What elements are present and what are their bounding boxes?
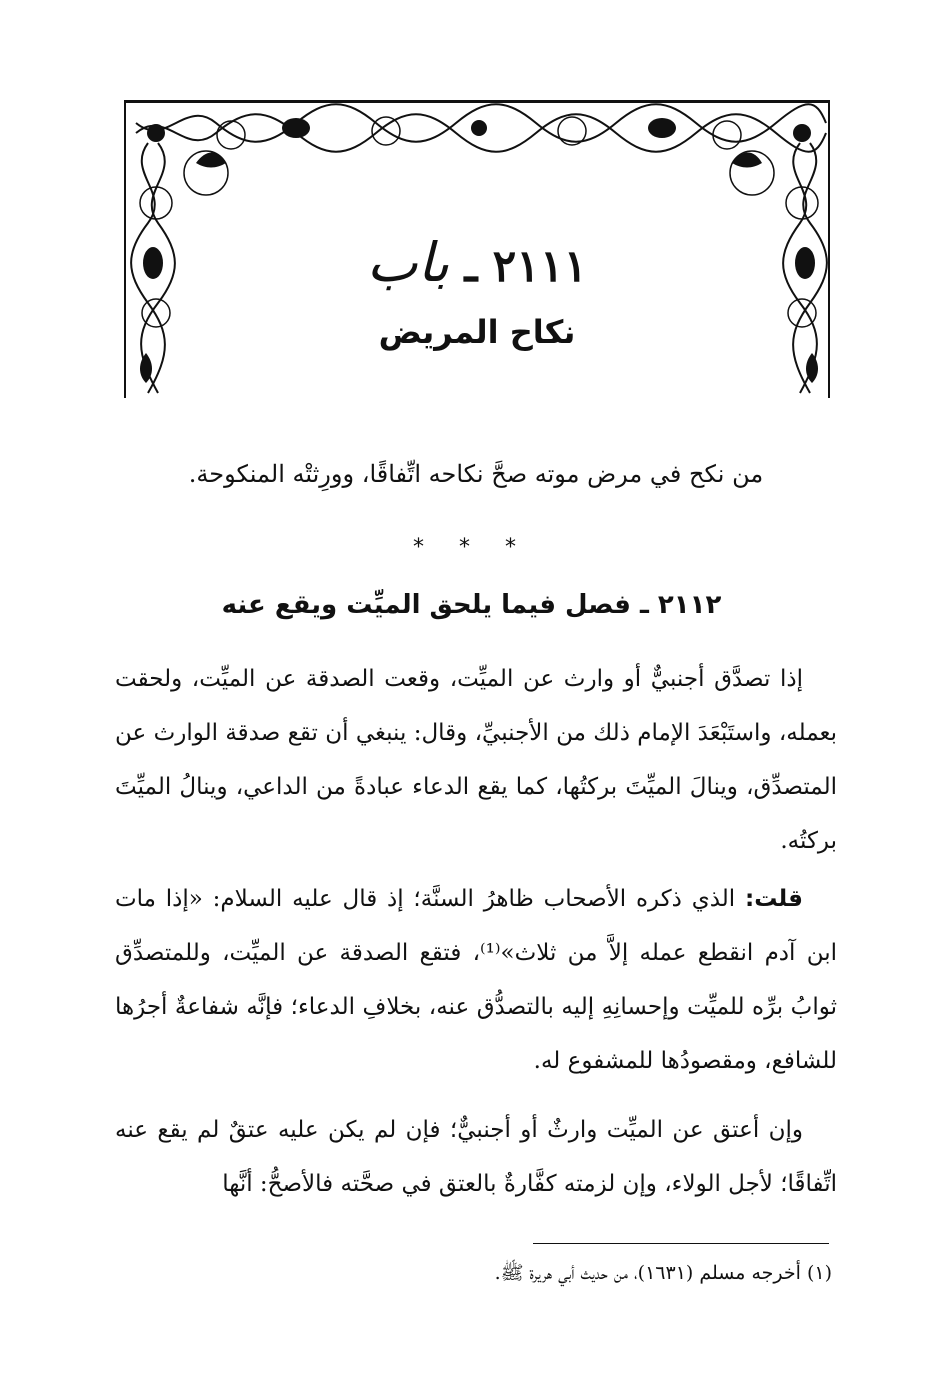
paragraph-3: وإن أعتق عن الميِّت وارثٌ أو أجنبيٌّ؛ فإن لم يكن عليه عتقٌ لم يقع عنه اتِّفاقًا؛ لأجل الولاء، وإن لزمته كفَّارةٌ بالعتق في صحَّته فالأصحُّ: أنَّها bbox=[115, 1117, 837, 1197]
footnote: (١) أخرجه مسلم (١٦٣١)، من حديث أبي هريرة ﷺ. bbox=[494, 1262, 832, 1284]
paragraph-2-body: الذي ذكره الأصحاب ظاهرُ السنَّة؛ إذ قال عليه السلام: «إذا مات ابن آدم انقطع عمله إلاَّ من ثلاث»⁽¹⁾، فتقع الصدقة عن الميِّت، وللمتصدِّق ثوابُ برِّه للميِّت وإحسانِهِ إليه بالتصدُّق عنه، بخلافِ الدعاء؛ فإنَّه شفاعةٌ أجرُها للشافع، ومقصودُها للمشفوع له. bbox=[115, 886, 838, 1074]
chapter-word: باب bbox=[366, 231, 450, 294]
chapter-label: ٢١١١ ـ باب bbox=[366, 231, 588, 294]
intro-text: من نكح في مرض موته صحَّ نكاحه اتِّفاقًا، وورِثتْه المنكوحة. bbox=[188, 460, 764, 488]
ornamental-header-frame bbox=[124, 100, 830, 398]
section-separator: * * * bbox=[413, 535, 530, 560]
paragraph-2-lead: قلت: bbox=[745, 886, 803, 912]
section-heading: ٢١١٢ ـ فصل فيما يلحق الميِّت ويقع عنه bbox=[221, 590, 722, 620]
chapter-title: نكاح المريض bbox=[378, 313, 576, 351]
footnote-divider bbox=[533, 1243, 829, 1244]
paragraph-2 bbox=[115, 872, 837, 1088]
paragraph-1: إذا تصدَّق أجنبيٌّ أو وارث عن الميِّت، وقعت الصدقة عن الميِّت، ولحقت بعمله، واستَبْعَدَ الإمام ذلك من الأجنبيِّ، وقال: ينبغي أن تقع صدقة الوارث عن المتصدِّق، وينالَ الميِّتَ بركتُها، كما يقع الدعاء عبادةً من الداعي، وينالُ الميِّتَ بركتُه. bbox=[115, 666, 837, 854]
chapter-number: ٢١١١ bbox=[492, 241, 588, 292]
